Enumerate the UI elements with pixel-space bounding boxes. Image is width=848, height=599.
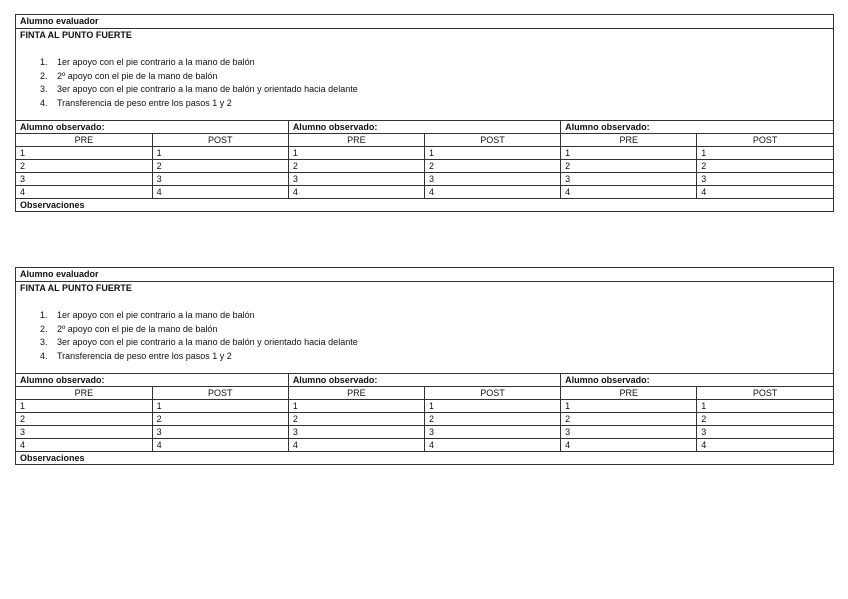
table-row bbox=[16, 413, 833, 426]
table-row bbox=[16, 160, 833, 173]
observations-label: Observaciones bbox=[16, 199, 833, 212]
criteria-number: 4. bbox=[40, 97, 48, 108]
table-cell: 4 bbox=[697, 439, 833, 452]
table-cell: 3 bbox=[697, 173, 833, 186]
table-cell: 1 bbox=[561, 400, 697, 413]
table-cell: 1 bbox=[697, 147, 833, 160]
pre-header: PRE bbox=[16, 387, 152, 400]
table-cell: 4 bbox=[561, 439, 697, 452]
criteria-text: 2º apoyo con el pie de la mano de balón bbox=[57, 70, 218, 81]
table-cell: 4 bbox=[288, 439, 424, 452]
table-cell: 3 bbox=[288, 173, 424, 186]
table-cell: 4 bbox=[16, 439, 152, 452]
table-row bbox=[16, 400, 833, 413]
table-cell: 3 bbox=[697, 426, 833, 439]
table-cell: 4 bbox=[288, 186, 424, 199]
table-cell: 3 bbox=[424, 173, 560, 186]
table-cell: 2 bbox=[16, 160, 152, 173]
post-header: POST bbox=[152, 134, 288, 147]
observed-student-label: Alumno observado: bbox=[561, 121, 833, 134]
criteria-number: 3. bbox=[40, 337, 48, 347]
criteria-number: 2. bbox=[40, 323, 48, 334]
table-cell: 4 bbox=[424, 439, 560, 452]
observed-student-label: Alumno observado: bbox=[561, 374, 833, 387]
table-cell: 1 bbox=[288, 400, 424, 413]
criteria-item bbox=[16, 97, 833, 111]
criteria-number: 1. bbox=[40, 57, 48, 67]
observed-student-label: Alumno observado: bbox=[288, 121, 560, 134]
criteria-text: 3er apoyo con el pie contrario a la mano de balón y orientado hacia delante bbox=[57, 337, 358, 347]
table-cell: 2 bbox=[152, 160, 288, 173]
table-cell: 3 bbox=[152, 426, 288, 439]
observations-label: Observaciones bbox=[16, 452, 833, 465]
criteria-text: 2º apoyo con el pie de la mano de balón bbox=[57, 323, 218, 334]
pre-header: PRE bbox=[16, 134, 152, 147]
table-cell: 1 bbox=[152, 147, 288, 160]
table-cell: 2 bbox=[697, 413, 833, 426]
criteria-item bbox=[16, 70, 833, 84]
criteria-item bbox=[16, 83, 833, 97]
observation-table bbox=[16, 373, 833, 464]
table-cell: 2 bbox=[16, 413, 152, 426]
criteria-text: Transferencia de peso entre los pasos 1 y 2 bbox=[57, 97, 232, 108]
criteria-item bbox=[16, 336, 833, 350]
criteria-text: 1er apoyo con el pie contrario a la mano de balón bbox=[57, 310, 255, 320]
table-cell: 3 bbox=[424, 426, 560, 439]
pre-header: PRE bbox=[561, 387, 697, 400]
table-cell: 2 bbox=[424, 160, 560, 173]
table-row bbox=[16, 426, 833, 439]
criteria-list bbox=[16, 309, 833, 363]
table-cell: 3 bbox=[16, 426, 152, 439]
criteria-number: 3. bbox=[40, 84, 48, 94]
criteria-item bbox=[16, 309, 833, 323]
observed-student-label: Alumno observado: bbox=[16, 374, 288, 387]
evaluation-form-1 bbox=[15, 14, 834, 212]
criteria-text: Transferencia de peso entre los pasos 1 y 2 bbox=[57, 350, 232, 361]
criteria-number: 2. bbox=[40, 70, 48, 81]
table-cell: 2 bbox=[561, 413, 697, 426]
table-row bbox=[16, 186, 833, 199]
criteria-list bbox=[16, 56, 833, 110]
criteria-number: 4. bbox=[40, 350, 48, 361]
table-cell: 2 bbox=[288, 413, 424, 426]
criteria-number: 1. bbox=[40, 310, 48, 320]
table-cell: 1 bbox=[561, 147, 697, 160]
table-row bbox=[16, 173, 833, 186]
table-cell: 3 bbox=[561, 173, 697, 186]
observed-student-label: Alumno observado: bbox=[16, 121, 288, 134]
observation-table bbox=[16, 120, 833, 211]
pre-header: PRE bbox=[561, 134, 697, 147]
criteria-item bbox=[16, 56, 833, 70]
evaluator-label: Alumno evaluador bbox=[16, 268, 833, 282]
table-cell: 3 bbox=[288, 426, 424, 439]
table-row bbox=[16, 147, 833, 160]
table-cell: 3 bbox=[152, 173, 288, 186]
table-cell: 1 bbox=[288, 147, 424, 160]
form-title: FINTA AL PUNTO FUERTE bbox=[20, 283, 132, 293]
table-cell: 1 bbox=[16, 400, 152, 413]
post-header: POST bbox=[697, 387, 833, 400]
table-cell: 1 bbox=[152, 400, 288, 413]
table-cell: 2 bbox=[424, 413, 560, 426]
evaluator-label: Alumno evaluador bbox=[16, 15, 833, 29]
table-cell: 4 bbox=[561, 186, 697, 199]
table-cell: 1 bbox=[424, 147, 560, 160]
criteria-item bbox=[16, 323, 833, 337]
pre-header: PRE bbox=[288, 134, 424, 147]
form-title: FINTA AL PUNTO FUERTE bbox=[20, 30, 132, 40]
table-cell: 4 bbox=[16, 186, 152, 199]
table-cell: 1 bbox=[424, 400, 560, 413]
post-header: POST bbox=[424, 387, 560, 400]
table-cell: 4 bbox=[152, 439, 288, 452]
criteria-text: 1er apoyo con el pie contrario a la mano de balón bbox=[57, 57, 255, 67]
criteria-item bbox=[16, 350, 833, 364]
table-cell: 4 bbox=[424, 186, 560, 199]
post-header: POST bbox=[697, 134, 833, 147]
table-cell: 3 bbox=[561, 426, 697, 439]
table-cell: 1 bbox=[16, 147, 152, 160]
post-header: POST bbox=[152, 387, 288, 400]
criteria-text: 3er apoyo con el pie contrario a la mano de balón y orientado hacia delante bbox=[57, 84, 358, 94]
table-cell: 2 bbox=[288, 160, 424, 173]
evaluation-form-2 bbox=[15, 267, 834, 465]
table-cell: 1 bbox=[697, 400, 833, 413]
observed-student-label: Alumno observado: bbox=[288, 374, 560, 387]
table-cell: 4 bbox=[152, 186, 288, 199]
table-cell: 2 bbox=[697, 160, 833, 173]
table-cell: 3 bbox=[16, 173, 152, 186]
table-cell: 2 bbox=[561, 160, 697, 173]
post-header: POST bbox=[424, 134, 560, 147]
table-cell: 4 bbox=[697, 186, 833, 199]
table-cell: 2 bbox=[152, 413, 288, 426]
pre-header: PRE bbox=[288, 387, 424, 400]
table-row bbox=[16, 439, 833, 452]
